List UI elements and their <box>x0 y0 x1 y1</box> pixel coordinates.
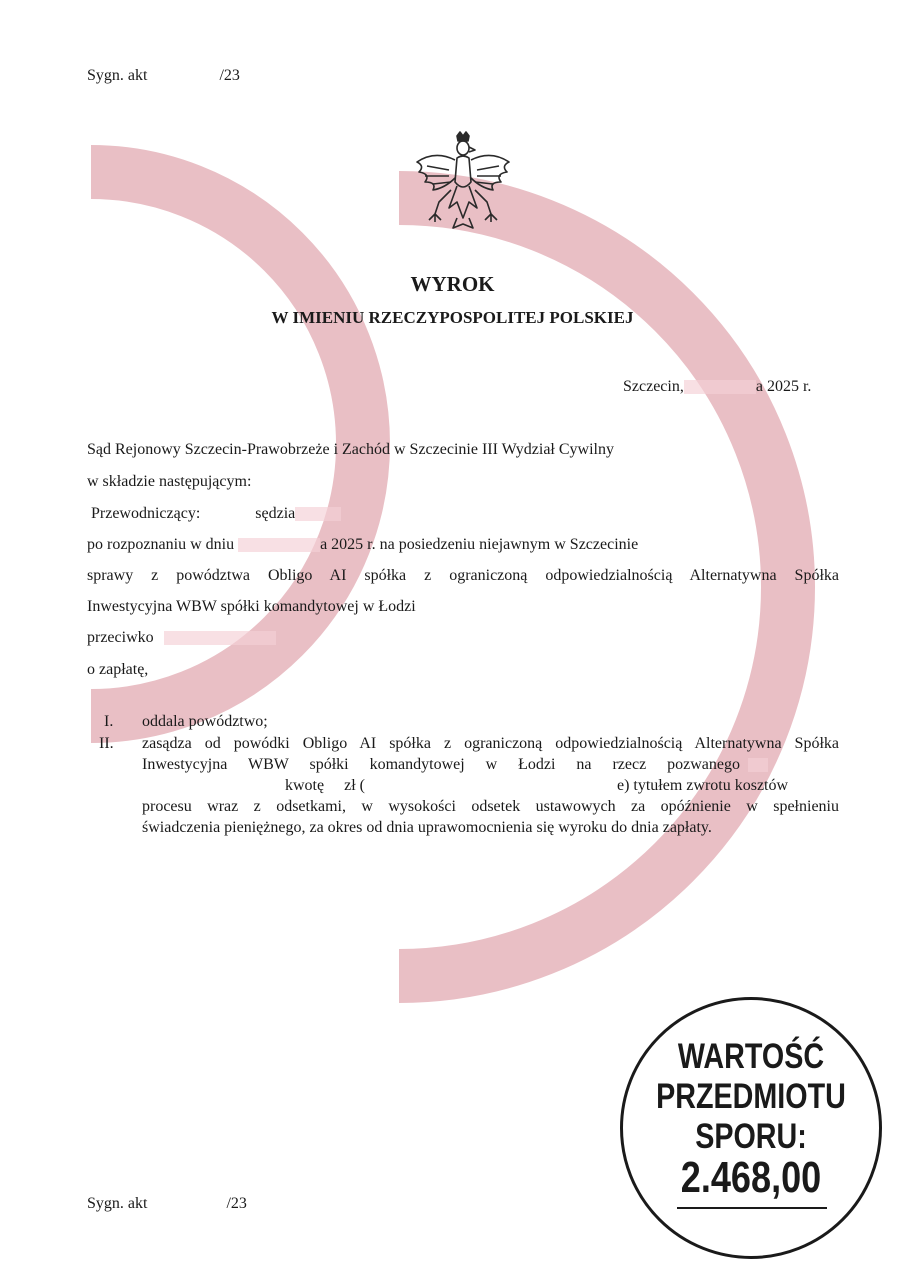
verdict-text-2-line-3 <box>142 776 839 796</box>
redaction <box>684 380 756 394</box>
polish-eagle-emblem-icon <box>413 130 513 234</box>
redaction <box>238 538 320 552</box>
case-subject: o zapłatę, <box>87 661 149 678</box>
verdict-text-2-line-2 <box>142 755 839 775</box>
header-sygn-label: Sygn. akt <box>87 67 148 84</box>
verdict-text-2-line-1: zasądza od powódki Obligo AI spółka z ograniczoną odpowiedzialnością Alternatywna Spółka <box>142 735 839 752</box>
footer-sygn-label: Sygn. akt <box>87 1195 148 1212</box>
value-of-claim-stamp <box>620 997 882 1259</box>
place-date <box>623 377 811 397</box>
costs-label: e) tytułem zwrotu kosztów <box>616 777 789 794</box>
redaction <box>748 758 768 772</box>
court-composition: w składzie następującym: <box>87 473 252 490</box>
footer-sygn-suffix: /23 <box>226 1195 247 1212</box>
city: Szczecin, <box>623 378 684 395</box>
court-name: Sąd Rejonowy Szczecin-Prawobrzeże i Zachód w Szczecinie III Wydział Cywilny <box>87 441 614 458</box>
verdict-text-2-line-4: procesu wraz z odsetkami, w wysokości odsetek ustawowych za opóźnienie w spełnieniu <box>142 798 839 815</box>
amount-label: kwotę <box>285 777 325 794</box>
against-line <box>87 628 276 648</box>
stamp-line-2: PRZEDMIOTU <box>656 1077 846 1116</box>
verdict-number-2: II. <box>99 735 114 752</box>
verdict-number-1: I. <box>104 713 114 730</box>
stamp-underline <box>677 1207 827 1209</box>
stamp-line-1: WARTOŚĆ <box>677 1037 825 1076</box>
redaction <box>295 507 341 521</box>
redaction <box>164 631 276 645</box>
page-title: WYROK <box>410 272 495 296</box>
case-line-1: sprawy z powództwa Obligo AI spółka z ograniczoną odpowiedzialnością Alternatywna Spółka <box>87 567 839 584</box>
against-label: przeciwko <box>87 629 154 646</box>
presiding-value: sędzia <box>255 505 296 522</box>
stamp-value: 2.468,00 <box>680 1153 822 1202</box>
verdict-text-2-line-5: świadczenia pieniężnego, za okres od dnia uprawomocnienia się wyroku do dnia zapłaty. <box>142 819 712 836</box>
footer-signature <box>87 1194 247 1214</box>
page-subtitle: W IMIENIU RZECZYPOSPOLITEJ POLSKIEJ <box>271 308 634 327</box>
verdict-line-2-text: Inwestycyjna WBW spółki komandytowej w Łodzi na rzecz pozwanego <box>142 756 740 773</box>
stamp-line-3: SPORU: <box>695 1117 807 1156</box>
hearing-start: po rozpoznaniu w dniu <box>87 536 235 553</box>
presiding-judge <box>91 504 341 524</box>
hearing-tail: a 2025 r. na posiedzeniu niejawnym w Szczecinie <box>320 536 639 553</box>
verdict-text-1: oddala powództwo; <box>142 713 268 730</box>
header-sygn-suffix: /23 <box>219 67 240 84</box>
hearing-line <box>87 535 638 555</box>
date-tail: a 2025 r. <box>755 378 812 395</box>
currency-label: zł ( <box>344 777 365 794</box>
header-signature <box>87 66 240 86</box>
presiding-label: Przewodniczący: <box>91 505 201 522</box>
case-line-2: Inwestycyjna WBW spółki komandytowej w Łodzi <box>87 598 416 615</box>
